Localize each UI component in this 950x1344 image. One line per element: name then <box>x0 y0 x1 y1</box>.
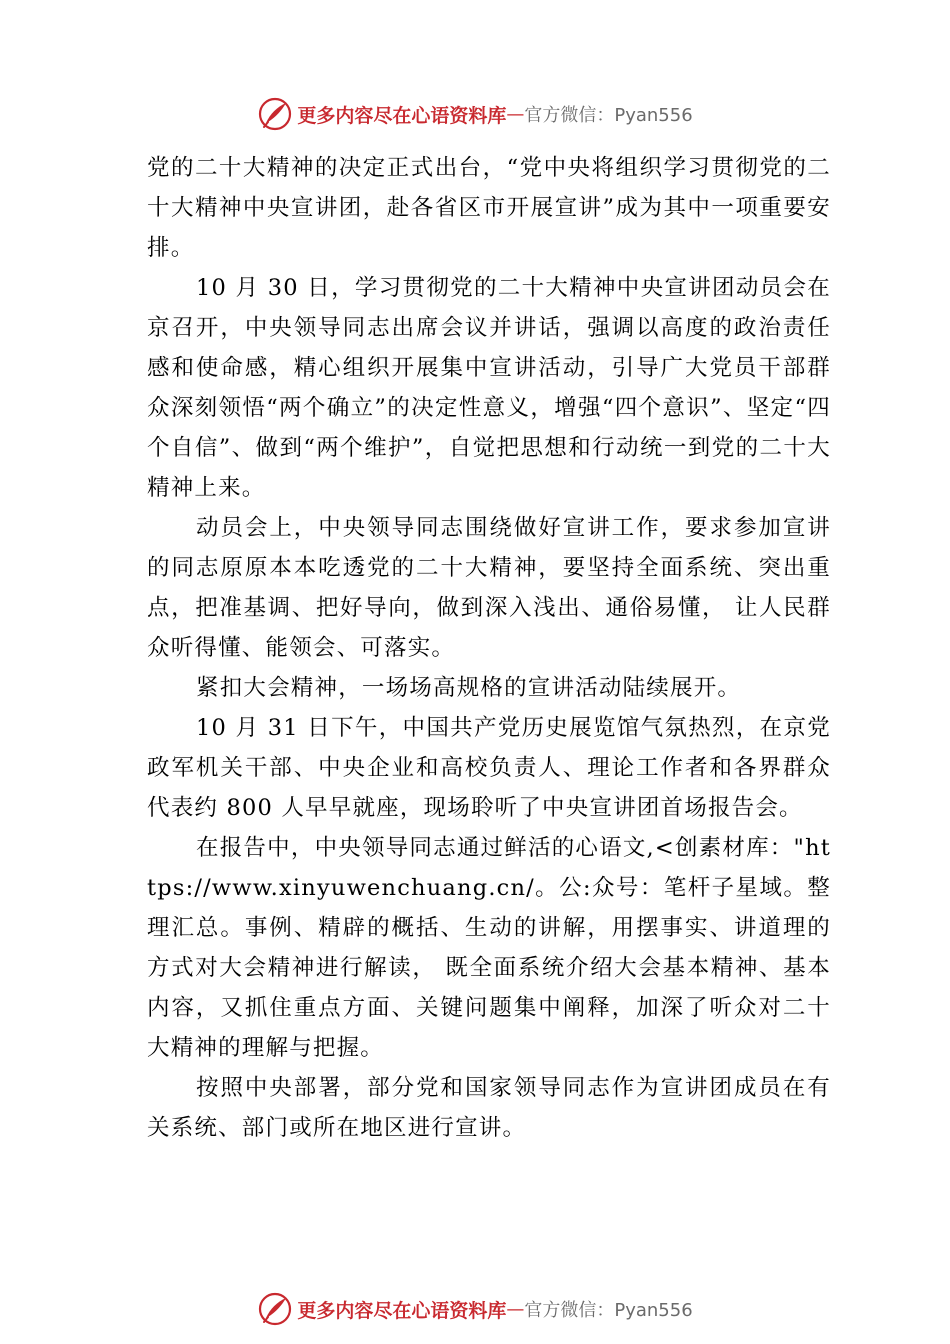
footer-separator: — <box>506 1298 525 1320</box>
footer-wechat-text: 官方微信：Pyan556 <box>524 1300 693 1321</box>
paragraph-5: 10 月 31 日下午，中国共产党历史展览馆气氛热烈，在京党政军机关干部、中央企业和高校负责人、理论工作者和各界群众代表约 800 人早早就座，现场聆听了中央宣讲团首场报告会。 <box>147 715 831 821</box>
header-separator: — <box>506 103 525 125</box>
document-body <box>147 148 831 1148</box>
paragraph-2: 10 月 30 日，学习贯彻党的二十大精神中央宣讲团动员会在京召开，中央领导同志出席会议并讲话，强调以高度的政治责任感和使命感，精心组织开展集中宣讲活动，引导广大党员干部群众深刻领悟“两个确立”的决定性意义，增强“四个意识”、坚定“四个自信”、做到“两个维护”，自觉把思想和行动统一到党的二十大精神上来。 <box>147 275 831 501</box>
quill-logo-icon <box>257 1291 293 1327</box>
footer-banner <box>0 1289 950 1329</box>
paragraph-3: 动员会上，中央领导同志围绕做好宣讲工作，要求参加宣讲的同志原原本本吃透党的二十大精神，要坚持全面系统、突出重点，把准基调、把好导向，做到深入浅出、通俗易懂， 让人民群众听得懂、能领会、可落实。 <box>147 515 831 661</box>
paragraph-1: 党的二十大精神的决定正式出台，“党中央将组织学习贯彻党的二十大精神中央宣讲团，赴各省区市开展宣讲”成为其中一项重要安排。 <box>147 155 831 261</box>
header-brand-text: 更多内容尽在心语资料库 <box>297 104 507 127</box>
header-banner <box>0 94 950 134</box>
paragraph-7: 按照中央部署，部分党和国家领导同志作为宣讲团成员在有关系统、部门或所在地区进行宣讲。 <box>147 1075 831 1141</box>
paragraph-4: 紧扣大会精神，一场场高规格的宣讲活动陆续展开。 <box>196 675 742 701</box>
header-wechat-text: 官方微信：Pyan556 <box>524 105 693 126</box>
footer-brand-text: 更多内容尽在心语资料库 <box>297 1299 507 1322</box>
quill-logo-icon <box>257 96 293 132</box>
paragraph-6: 在报告中，中央领导同志通过鲜活的心语文,<创素材库："https://www.xinyuwenchuang.cn/。公:众号：笔杆子星域。整理汇总。事例、精辟的概括、生动的讲解，用摆事实、讲道理的方式对大会精神进行解读， 既全面系统介绍大会基本精神、基本内容，又抓住重点方面、关键问题集中阐释，加深了听众对二十大精神的理解与把握。 <box>147 835 831 1061</box>
